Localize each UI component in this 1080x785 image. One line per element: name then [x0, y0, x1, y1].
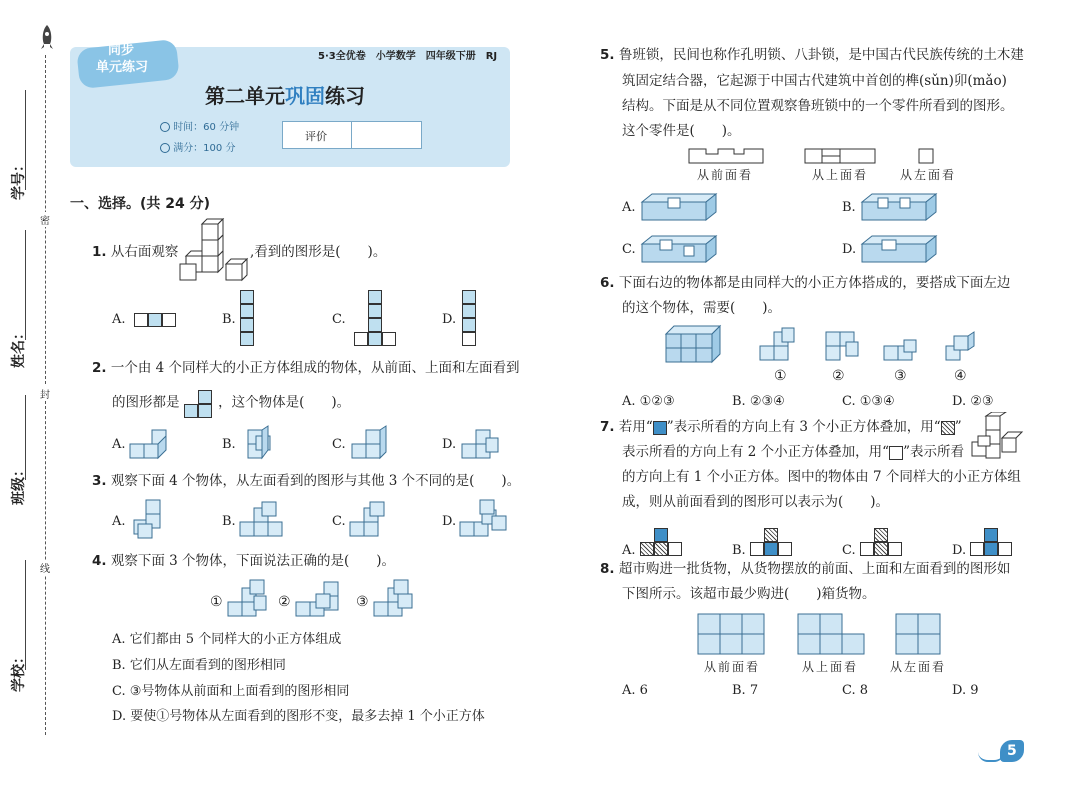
- q2-line2: [112, 388, 350, 418]
- q7-figure: [968, 412, 1024, 464]
- q8-option-a[interactable]: A. 6: [622, 683, 648, 698]
- q8-line-1: 超市购进一批货物，从货物摆放的前面、上面和左面看到的图形如: [618, 561, 1011, 577]
- badge-line2: 单元练习: [96, 60, 149, 75]
- school-label: 学校：: [11, 650, 27, 692]
- q5-caption-front: 从前面看: [697, 168, 754, 182]
- q5-option-b[interactable]: [842, 200, 856, 215]
- class-line[interactable]: [25, 395, 26, 480]
- q3-figure-b: [236, 496, 292, 540]
- q7-option-c-figure: [860, 528, 904, 558]
- q6-option-a[interactable]: A. ①②③: [622, 394, 675, 409]
- q2-figure-b: [238, 422, 282, 462]
- q7-option-a-figure: [640, 528, 684, 558]
- title-pre: 第二单元: [205, 84, 285, 108]
- q8-number: 8.: [600, 561, 615, 577]
- q5-line-3: 结构。下面是从不同位置观察鲁班锁中的一个零件所看到的图形。: [622, 98, 1014, 114]
- q7-option-a-label: A.: [622, 543, 636, 558]
- q2-option-b-label: B.: [222, 437, 236, 452]
- q2-option-b[interactable]: [222, 437, 236, 452]
- score-text: 满分：100 分: [173, 143, 236, 154]
- q3-option-d[interactable]: [442, 514, 456, 529]
- q5-option-d[interactable]: [842, 242, 856, 257]
- q5-figure-a: [640, 188, 720, 224]
- q3-option-b-label: B.: [222, 514, 236, 529]
- q7-l2a: 表示所看的方向上有 2 个小正方体叠加，用“: [622, 444, 890, 460]
- title-post: 练习: [325, 84, 365, 108]
- q3-figure-a: [128, 496, 172, 540]
- q5-line-2: 筑固定结合器，它起源于中国古代建筑中首创的榫(sǔn)卯(mǎo): [622, 73, 1007, 89]
- question-3: [92, 470, 520, 492]
- q7-option-c[interactable]: [842, 528, 904, 558]
- q7-legend-blank: [889, 446, 903, 460]
- q2-text-1: 一个由 4 个同样大的小正方体组成的物体，从前面、上面和左面看到: [110, 360, 520, 376]
- q7-line-2: [622, 441, 964, 463]
- q2-figure-a: [128, 422, 172, 462]
- class-label: 班级：: [11, 463, 27, 505]
- q8-line-2: 下图所示。该超市最少购进( )箱货物。: [622, 586, 876, 602]
- q1-option-b-figure: [240, 290, 254, 346]
- q6-option-b[interactable]: B. ②③④: [732, 394, 785, 409]
- rocket-icon: [38, 24, 56, 56]
- q5-option-a[interactable]: [622, 200, 636, 215]
- q3-text: 观察下面 4 个物体，从左面看到的图形与其他 3 个不同的是( )。: [110, 473, 521, 489]
- q4-label-2: ②: [278, 594, 291, 610]
- q6-label-3: ③: [894, 368, 907, 384]
- time-info: [160, 118, 239, 133]
- q1-option-d-label: D.: [442, 312, 457, 327]
- q5-view-top: [804, 148, 876, 164]
- question-2: [92, 357, 520, 379]
- q3-number: 3.: [92, 473, 107, 489]
- q3-figure-c: [346, 496, 390, 540]
- q4-text: 观察下面 3 个物体，下面说法正确的是( )。: [110, 553, 396, 569]
- clock-icon: [160, 122, 170, 132]
- q1-number: 1.: [92, 244, 107, 260]
- name-line[interactable]: [25, 230, 26, 340]
- q5-option-a-label: A.: [622, 200, 636, 215]
- q2-square-figure: [184, 388, 214, 418]
- q1-option-d-figure: [462, 290, 476, 346]
- binding-mark-feng: 封: [40, 386, 50, 401]
- section-title: 一、选择。(共 24 分): [70, 196, 211, 212]
- q2-option-a[interactable]: [112, 437, 126, 452]
- q5-caption-top: 从上面看: [812, 168, 869, 182]
- question-5: [600, 44, 1024, 66]
- q6-piece-2: [822, 324, 866, 364]
- q4-figure-3: [370, 576, 416, 620]
- q5-line-4: 这个零件是( )。: [622, 123, 741, 139]
- q5-option-c[interactable]: [622, 242, 636, 257]
- q6-label-4: ④: [954, 368, 967, 384]
- q5-option-d-label: D.: [842, 242, 857, 257]
- q7-option-b-figure: [750, 528, 794, 558]
- q5-view-front: [688, 148, 764, 164]
- title-highlight: 巩固: [285, 84, 325, 108]
- name-label: 姓名：: [11, 326, 27, 368]
- q8-option-d[interactable]: D. 9: [952, 683, 979, 698]
- q7-option-c-label: C.: [842, 543, 856, 558]
- q7-option-d-figure: [970, 528, 1014, 558]
- q1-option-c-figure: [354, 290, 414, 350]
- q6-line-2: 的这个物体，需要( )。: [622, 300, 782, 316]
- q6-line-1: 下面右边的物体都是由同样大的小正方体搭成的，要搭成下面左边: [618, 275, 1011, 291]
- q2-figure-d: [458, 422, 502, 462]
- q5-number: 5.: [600, 47, 615, 63]
- question-6: [600, 272, 1010, 294]
- q7-option-b[interactable]: [732, 528, 794, 558]
- page-number: 5: [1007, 743, 1017, 759]
- q4-option-b[interactable]: B. 它们从左面看到的图形相同: [112, 658, 286, 673]
- q3-option-c-label: C.: [332, 514, 346, 529]
- q7-option-b-label: B.: [732, 543, 746, 558]
- q2-option-c-label: C.: [332, 437, 346, 452]
- q4-number: 4.: [92, 553, 107, 569]
- q5-figure-c: [640, 230, 720, 266]
- rating-label: 评价: [305, 130, 327, 143]
- school-line[interactable]: [25, 560, 26, 670]
- q6-piece-4: [942, 330, 978, 364]
- page-title: [205, 80, 365, 109]
- q7-l1b: ”表示所看的方向上有 3 个小正方体叠加，用“: [666, 419, 941, 435]
- q5-option-c-label: C.: [622, 242, 636, 257]
- q2-figure-c: [348, 422, 392, 462]
- q2-option-d-label: D.: [442, 437, 457, 452]
- q1-option-a-figure: [134, 312, 176, 327]
- q7-option-a[interactable]: [622, 528, 684, 558]
- question-7: [600, 416, 962, 438]
- q7-line-3: 的方向上有 1 个小正方体。图中的物体由 7 个同样大的小正方体组: [622, 469, 1021, 485]
- q2-number: 2.: [92, 360, 107, 376]
- q4-figure-2: [292, 576, 348, 620]
- q7-legend-dark: [653, 421, 667, 435]
- q8-view-left: [894, 612, 944, 656]
- q4-option-d[interactable]: D. 要使①号物体从左面看到的图形不变，最多去掉 1 个小正方体: [112, 709, 485, 724]
- q1-option-c-label: C.: [332, 312, 346, 327]
- student-id-line[interactable]: [25, 90, 26, 190]
- rating-field[interactable]: [351, 122, 422, 148]
- q5-figure-d: [860, 230, 940, 266]
- q2-text-pre2: 的图形都是: [112, 394, 180, 411]
- q1-text-pre: 从右面观察: [110, 244, 179, 260]
- q4-label-1: ①: [210, 594, 223, 610]
- binding-mark-mi: 密: [40, 212, 50, 227]
- q6-option-c[interactable]: C. ①③④: [842, 394, 895, 409]
- q6-target-figure: [664, 322, 722, 364]
- q1-option-b-label: B.: [222, 312, 236, 327]
- check-icon: [160, 143, 170, 153]
- q3-figure-d: [456, 496, 512, 540]
- q7-l1a: 若用“: [618, 419, 653, 435]
- q8-option-b[interactable]: B. 7: [732, 683, 759, 698]
- q8-caption-front: 从前面看: [704, 660, 761, 674]
- q8-view-front: [696, 612, 768, 656]
- q3-option-a-label: A.: [112, 514, 126, 529]
- q3-option-c[interactable]: [332, 514, 346, 529]
- series-info: 5·3全优卷 小学数学 四年级下册 RJ: [318, 51, 498, 62]
- question-4: [92, 550, 395, 572]
- q7-number: 7.: [600, 419, 615, 435]
- q7-option-d-label: D.: [952, 543, 967, 558]
- q6-label-2: ②: [832, 368, 845, 384]
- student-id-label: 学号：: [11, 158, 27, 200]
- q1-text-post: ,看到的图形是( )。: [250, 244, 387, 260]
- q5-figure-b: [860, 188, 940, 224]
- q8-caption-left: 从左面看: [890, 660, 947, 674]
- q2-text-post2: ，这个物体是( )。: [218, 394, 351, 411]
- q3-option-b[interactable]: [222, 514, 236, 529]
- q2-option-a-label: A.: [112, 437, 126, 452]
- q8-option-c[interactable]: C. 8: [842, 683, 869, 698]
- q5-view-left: [918, 148, 934, 164]
- q2-option-d[interactable]: [442, 437, 456, 452]
- q4-option-c[interactable]: C. ③号物体从前面和上面看到的图形相同: [112, 684, 350, 699]
- q7-option-d[interactable]: [952, 528, 1014, 558]
- q8-caption-top: 从上面看: [802, 660, 859, 674]
- q5-option-b-label: B.: [842, 200, 856, 215]
- q8-view-top: [796, 612, 868, 656]
- q3-option-a[interactable]: [112, 514, 126, 529]
- q6-label-1: ①: [774, 368, 787, 384]
- q2-option-c[interactable]: [332, 437, 346, 452]
- time-text: 时间：60 分钟: [173, 122, 240, 133]
- question-1: [92, 241, 178, 263]
- q1-option-a[interactable]: [112, 312, 176, 327]
- q3-option-d-label: D.: [442, 514, 457, 529]
- binding-mark-xian: 线: [40, 560, 50, 575]
- q6-piece-1: [756, 324, 800, 364]
- question-8: [600, 558, 1010, 580]
- q4-label-3: ③: [356, 594, 369, 610]
- q4-option-a[interactable]: A. 它们都由 5 个同样大的小正方体组成: [112, 632, 342, 647]
- q7-legend-hatched: [941, 421, 955, 435]
- rating-box: [282, 121, 422, 149]
- q1-option-a-label: A.: [112, 312, 126, 327]
- q4-figure-1: [224, 576, 270, 620]
- q6-number: 6.: [600, 275, 615, 291]
- q7-l2b: ”表示所看: [903, 444, 964, 460]
- q7-l1c: ”: [954, 419, 962, 435]
- q1-figure: [178, 218, 248, 286]
- q7-line-4: 成，则从前面看到的图形可以表示为( )。: [622, 494, 890, 510]
- q6-piece-3: [880, 334, 924, 364]
- badge-line1: 同步: [108, 43, 135, 58]
- q5-caption-left: 从左面看: [900, 168, 957, 182]
- q6-option-d[interactable]: D. ②③: [952, 394, 994, 409]
- score-info: [160, 139, 235, 154]
- q5-line-1: 鲁班锁，民间也称作孔明锁、八卦锁，是中国古代民族传统的土木建: [618, 47, 1024, 63]
